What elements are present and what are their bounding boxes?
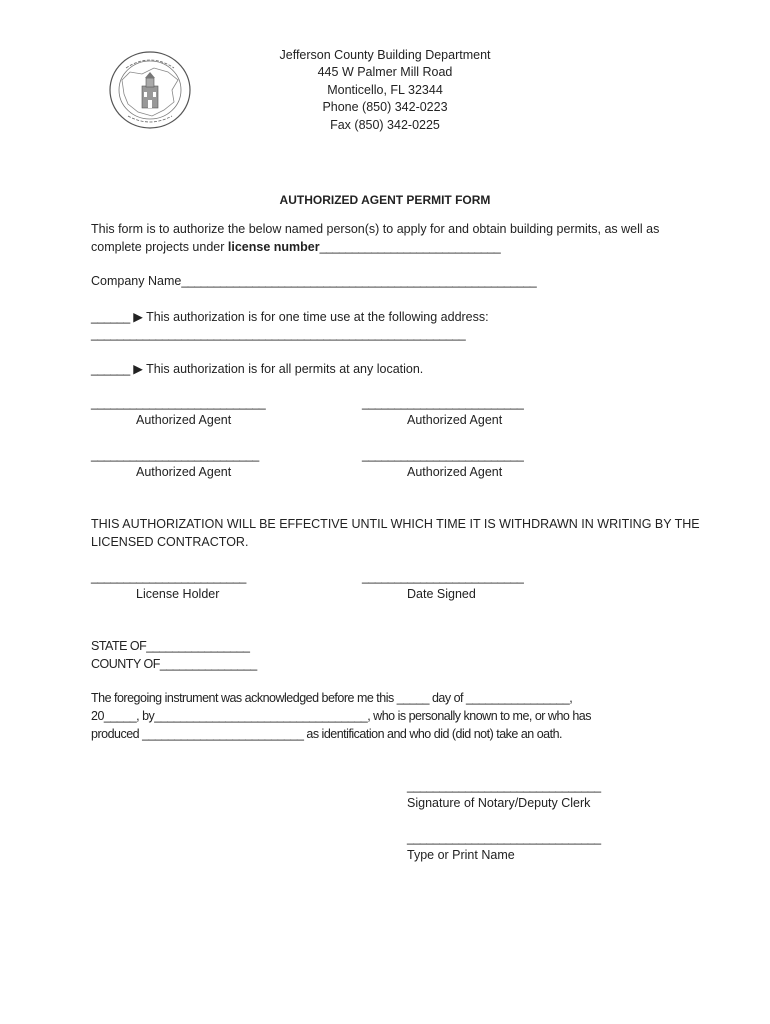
department-address: 445 W Palmer Mill Road (317, 65, 453, 80)
company-name-label: Company Name (91, 274, 182, 288)
county-of-field[interactable]: COUNTY OF_______________ (91, 657, 257, 671)
agent-signature-field-4[interactable]: _________________________ (362, 448, 524, 462)
one-time-checkbox-field[interactable]: ______ (91, 310, 130, 324)
state-of-field[interactable]: STATE OF________________ (91, 639, 250, 653)
notary-signature-field[interactable]: ______________________________ (407, 779, 601, 793)
department-name: Jefferson County Building Department (279, 48, 491, 62)
department-phone: Phone (850) 342-0223 (322, 100, 448, 115)
all-permits-checkbox-field[interactable]: ______ (91, 362, 130, 376)
agent-signature-field-1[interactable]: ___________________________ (91, 396, 266, 410)
print-name-field[interactable]: ______________________________ (407, 831, 601, 845)
agent-signature-field-2[interactable]: _________________________ (362, 396, 524, 410)
one-time-option (91, 309, 489, 326)
license-holder-label: License Holder (136, 587, 220, 601)
effective-statement-line-2: LICENSED CONTRACTOR. (91, 535, 249, 549)
company-name-field[interactable]: _______________________________________________________ (181, 274, 537, 288)
agent-label-4: Authorized Agent (407, 465, 503, 479)
intro-line-2 (91, 239, 500, 256)
print-name-label: Type or Print Name (407, 848, 515, 862)
intro-line-1: This form is to authorize the below named person(s) to apply for and obtain building permits, as well as (91, 222, 660, 236)
form-title: AUTHORIZED AGENT PERMIT FORM (279, 193, 491, 207)
acknowledgment-line-1: The foregoing instrument was acknowledged before me this _____ day of ________________, (91, 691, 573, 705)
license-number-label: license number (227, 240, 320, 254)
acknowledgment-line-2: 20_____, by_________________________________, who is personally known to me, or who has (91, 709, 591, 723)
license-holder-signature-field[interactable]: ________________________ (91, 570, 246, 584)
agent-label-3: Authorized Agent (136, 465, 232, 479)
department-fax: Fax (850) 342-0225 (330, 117, 440, 132)
department-header (230, 47, 540, 134)
license-number-field[interactable]: ____________________________ (319, 240, 501, 254)
date-signed-label: Date Signed (407, 587, 476, 601)
effective-statement-line-1: THIS AUTHORIZATION WILL BE EFFECTIVE UNTIL WHICH TIME IT IS WITHDRAWN IN WRITING BY THE (91, 517, 700, 531)
notary-signature-label: Signature of Notary/Deputy Clerk (407, 796, 591, 810)
agent-label-1: Authorized Agent (136, 413, 232, 427)
intro-prefix: complete projects under (91, 240, 228, 254)
agent-signature-field-3[interactable]: __________________________ (91, 448, 259, 462)
one-time-text: ▶ This authorization is for one time use at the following address: (133, 310, 489, 324)
acknowledgment-line-3: produced _________________________ as identification and who did (did not) take an oath. (91, 727, 562, 741)
county-seal (108, 50, 192, 130)
one-time-address-field[interactable]: __________________________________________________________ (91, 327, 466, 341)
all-permits-text: ▶ This authorization is for all permits at any location. (133, 362, 424, 376)
agent-label-2: Authorized Agent (407, 413, 503, 427)
company-name-row (91, 273, 536, 290)
date-signed-field[interactable]: _________________________ (362, 570, 524, 584)
all-permits-option (91, 361, 423, 378)
department-city: Monticello, FL 32344 (327, 82, 443, 97)
